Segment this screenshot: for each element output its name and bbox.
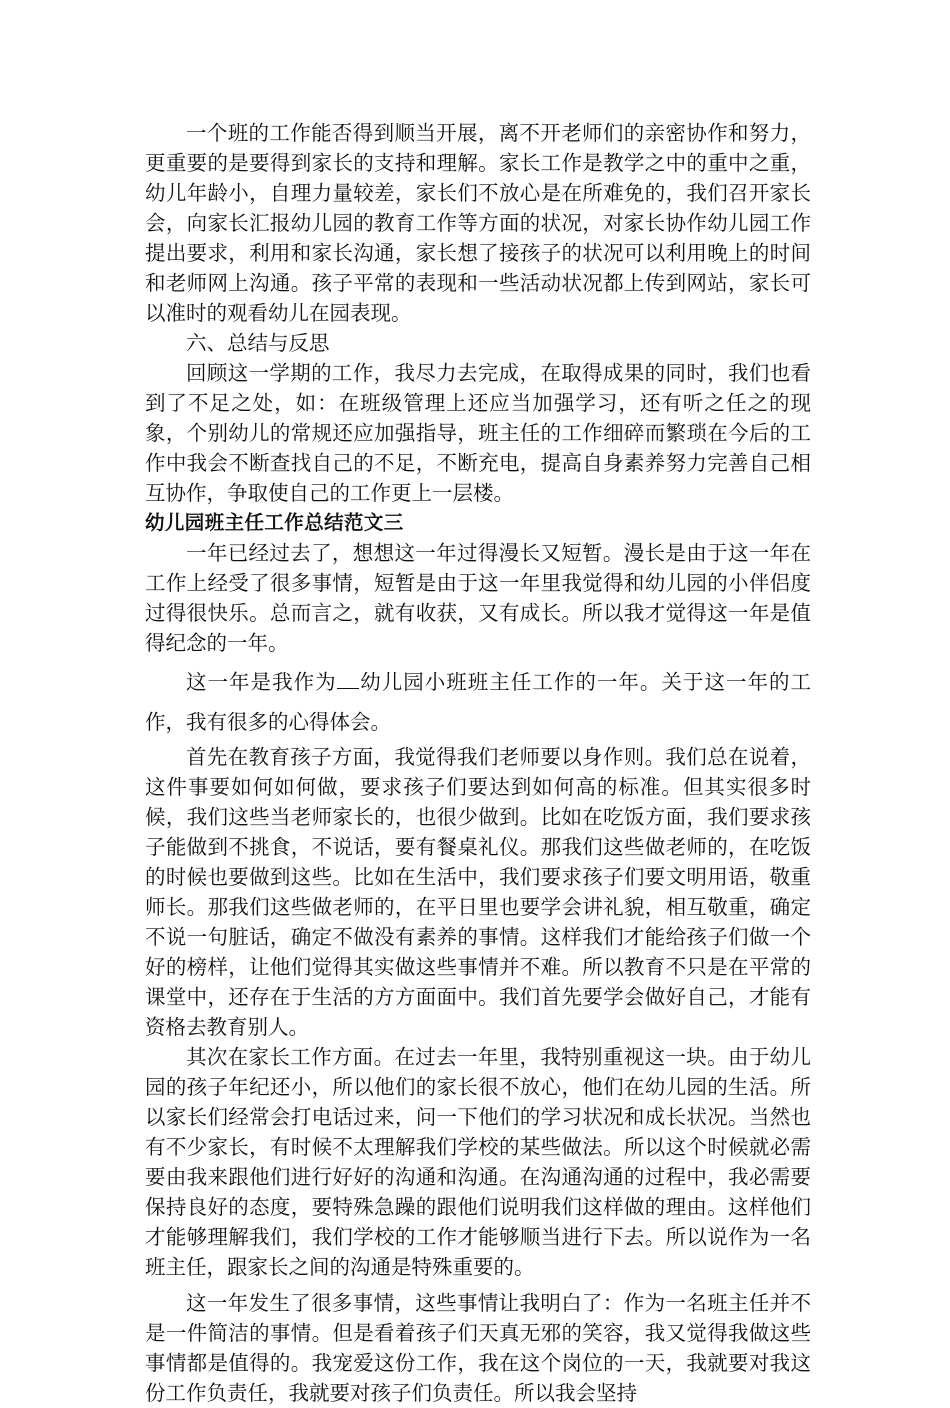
- paragraph-class-role: [145, 662, 811, 742]
- article-title-three: 幼儿园班主任工作总结范文三: [145, 511, 404, 534]
- paragraph-closing-thoughts: 这一年发生了很多事情，这些事情让我明白了：作为一名班主任并不是一件简洁的事情。但是看着孩子们天真无邪的笑容，我又觉得我做这些事情都是值得的。我宠爱这份工作，我在这个岗位的一天，我就要对我这份工作负责任，我就要对孩子们负责任。所以我会坚持: [145, 1291, 811, 1405]
- fill-in-blank: [337, 670, 360, 689]
- role-text-end: 幼儿园小班班主任工作的一年。关于这一年的工作，我有很多的心得体会。: [145, 670, 812, 734]
- paragraph-year-review: 一年已经过去了，想想这一年过得漫长又短暂。漫长是由于这一年在工作上经受了很多事情，短暂是由于这一年里我觉得和幼儿园的小伴侣度过得很快乐。总而言之，就有收获，又有成长。所以我才觉得这一年是值得纪念的一年。: [145, 541, 811, 655]
- section-heading-summary: 六、总结与反思: [186, 331, 330, 355]
- role-text-start: 这一年是我作为: [186, 670, 337, 694]
- paragraph-lead-by-example: 首先在教育孩子方面，我觉得我们老师要以身作则。我们总在说着，这件事要如何如何做，要求孩子们要达到如何高的标准。但其实很多时候，我们这些当老师家长的，也很少做到。比如在吃饭方面，我们要求孩子能做到不挑食，不说话，要有餐桌礼仪。那我们这些做老师的，在吃饭的时候也要做到这些。比如在生活中，我们要求孩子们要文明用语，敬重师长。那我们这些做老师的，在平日里也要学会讲礼貌，相互敬重，确定不说一句脏话，确定不做没有素养的事情。这样我们才能给孩子们做一个好的榜样，让他们觉得其实做这些事情并不难。所以教育不只是在平常的课堂中，还存在于生活的方方面面中。我们首先要学会做好自己，才能有资格去教育别人。: [145, 745, 811, 1039]
- paragraph-parent-cooperation: 一个班的工作能否得到顺当开展，离不开老师们的亲密协作和努力，更重要的是要得到家长的支持和理解。家长工作是教学之中的重中之重，幼儿年龄小，自理力量较差，家长们不放心是在所难免的，我们召开家长会，向家长汇报幼儿园的教育工作等方面的状况，对家长协作幼儿园工作提出要求，利用和家长沟通，家长想了接孩子的状况可以利用晚上的时间和老师网上沟通。孩子平常的表现和一些活动状况都上传到网站，家长可以准时的观看幼儿在园表现。: [145, 121, 811, 325]
- paragraph-reflection: 回顾这一学期的工作，我尽力去完成，在取得成果的同时，我们也看到了不足之处，如：在班级管理上还应当加强学习，还有听之任之的现象，个别幼儿的常规还应加强指导，班主任的工作细碎而繁琐在今后的工作中我会不断查找自己的不足，不断充电，提高自身素养努力完善自己相互协作，争取使自己的工作更上一层楼。: [145, 361, 811, 505]
- document-page: [145, 118, 811, 1408]
- paragraph-parent-communication: 其次在家长工作方面。在过去一年里，我特别重视这一块。由于幼儿园的孩子年纪还小，所以他们的家长很不放心，他们在幼儿园的生活。所以家长们经常会打电话过来，问一下他们的学习状况和成长状况。当然也有不少家长，有时候不太理解我们学校的某些做法。所以这个时候就必需要由我来跟他们进行好好的沟通和沟通。在沟通沟通的过程中，我必需要保持良好的态度，要特殊急躁的跟他们说明我们这样做的理由。这样他们才能够理解我们，我们学校的工作才能够顺当进行下去。所以说作为一名班主任，跟家长之间的沟通是特殊重要的。: [145, 1045, 811, 1279]
